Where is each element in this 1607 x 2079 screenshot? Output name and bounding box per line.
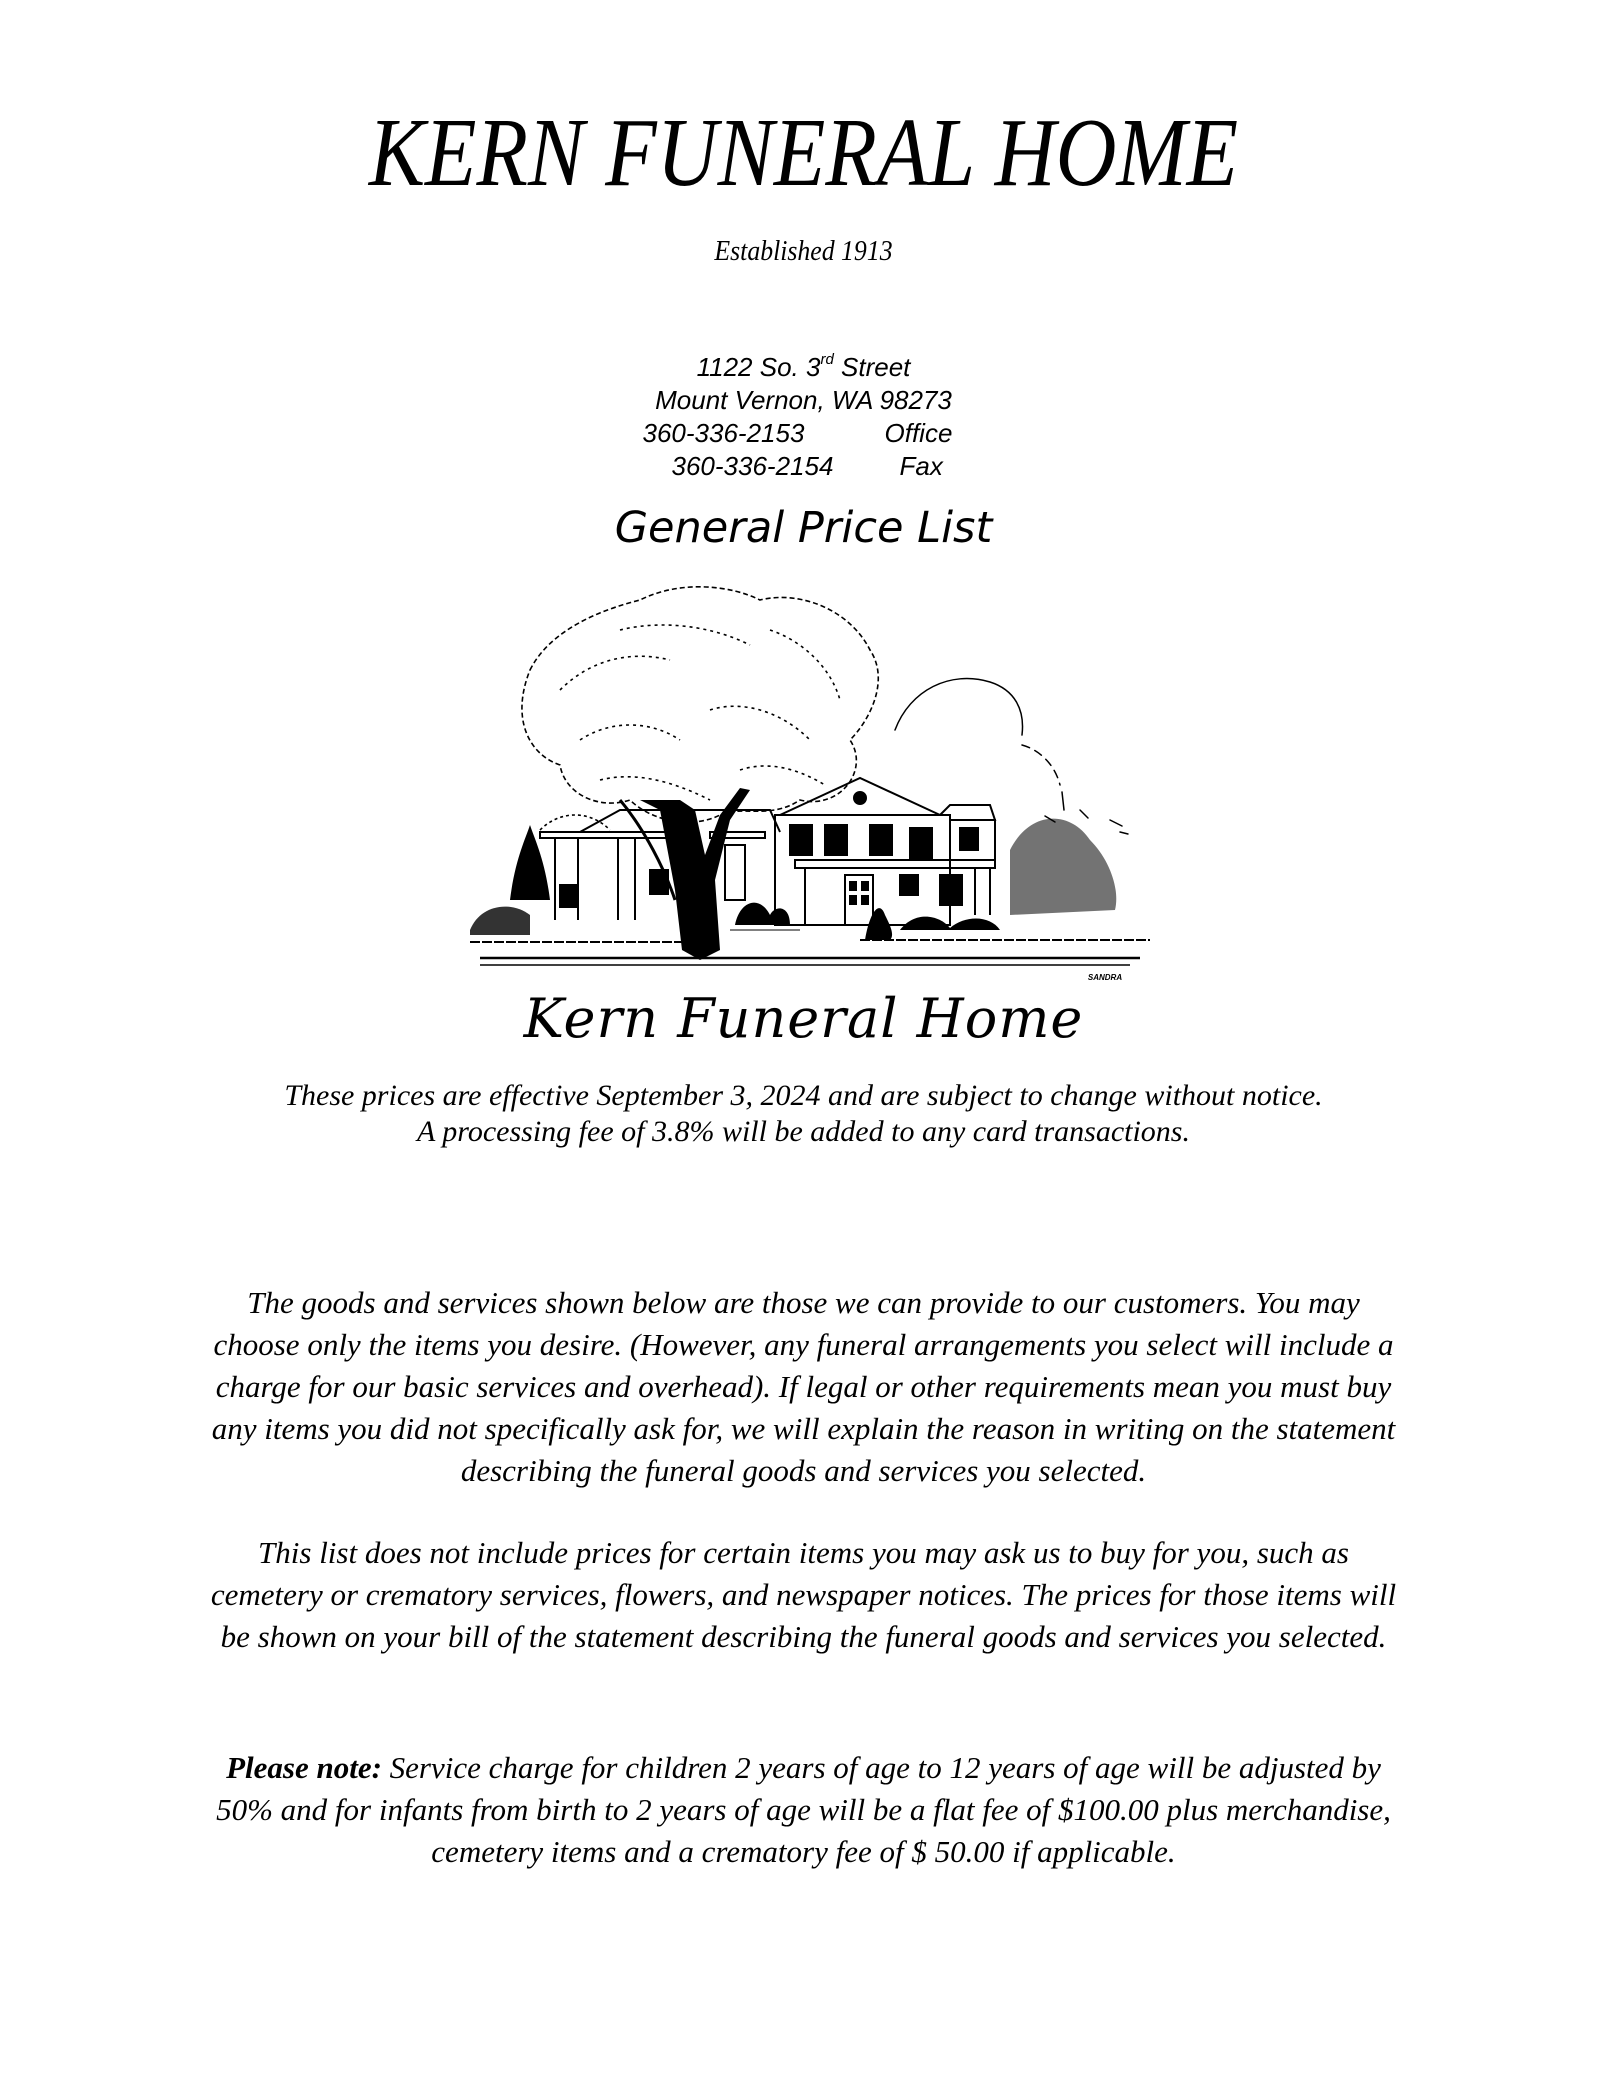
office-phone-label: Office bbox=[884, 418, 953, 448]
city-state-zip: Mount Vernon, WA 98273 bbox=[655, 385, 952, 415]
please-note-paragraph bbox=[0, 1747, 1607, 1873]
funeral-home-illustration bbox=[470, 570, 1150, 990]
established-year: Established 1913 bbox=[714, 236, 893, 267]
paragraph-line: 50% and for infants from birth to 2 years of age will be a flat fee of $100.00 plus merchandise, bbox=[216, 1792, 1391, 1827]
paragraph-line: be shown on your bill of the statement describing the funeral goods and services you selected. bbox=[220, 1619, 1387, 1654]
street-ordinal: rd bbox=[820, 351, 834, 369]
please-note-label: Please note: bbox=[226, 1750, 382, 1785]
goods-services-paragraph bbox=[0, 1282, 1607, 1492]
fax-phone-row bbox=[0, 450, 1607, 483]
street-name: Street bbox=[833, 352, 911, 382]
effective-date-notice bbox=[0, 1078, 1607, 1150]
address-block bbox=[0, 351, 1607, 483]
paragraph-line: choose only the items you desire. (However, any funeral arrangements you select will include a bbox=[213, 1327, 1394, 1362]
artist-signature: SANDRA bbox=[1087, 973, 1123, 982]
paragraph-line: any items you did not specifically ask for, we will explain the reason in writing on the statement bbox=[211, 1411, 1396, 1446]
document-title: General Price List bbox=[614, 503, 993, 553]
card-fee-line: A processing fee of 3.8% will be added to any card transactions. bbox=[417, 1115, 1190, 1148]
office-phone-row bbox=[0, 417, 1607, 450]
script-business-name: Kern Funeral Home bbox=[523, 987, 1084, 1050]
street-number: 1122 So. 3 bbox=[696, 352, 821, 382]
exclusions-paragraph bbox=[0, 1532, 1607, 1658]
office-phone-number: 360-336-2153 bbox=[642, 418, 805, 448]
paragraph-line: charge for our basic services and overhead). If legal or other requirements mean you must buy bbox=[215, 1369, 1392, 1404]
fax-label: Fax bbox=[899, 451, 943, 481]
paragraph-line: The goods and services shown below are those we can provide to our customers. You may bbox=[247, 1285, 1360, 1320]
paragraph-line bbox=[0, 1747, 1607, 1789]
please-note-text: Service charge for children 2 years of age to 12 years of age will be adjusted by bbox=[381, 1750, 1381, 1785]
effective-date-line: These prices are effective September 3, 2024 and are subject to change without notice. bbox=[284, 1079, 1323, 1112]
fax-number: 360-336-2154 bbox=[671, 451, 834, 481]
paragraph-line: cemetery or crematory services, flowers, and newspaper notices. The prices for those items will bbox=[210, 1577, 1397, 1612]
paragraph-line: describing the funeral goods and services you selected. bbox=[460, 1453, 1147, 1488]
paragraph-line: cemetery items and a crematory fee of $ 50.00 if applicable. bbox=[431, 1834, 1176, 1869]
business-title: KERN FUNERAL HOME bbox=[368, 99, 1239, 207]
street-address bbox=[0, 351, 1607, 384]
paragraph-line: This list does not include prices for certain items you may ask us to buy for you, such as bbox=[258, 1535, 1349, 1570]
